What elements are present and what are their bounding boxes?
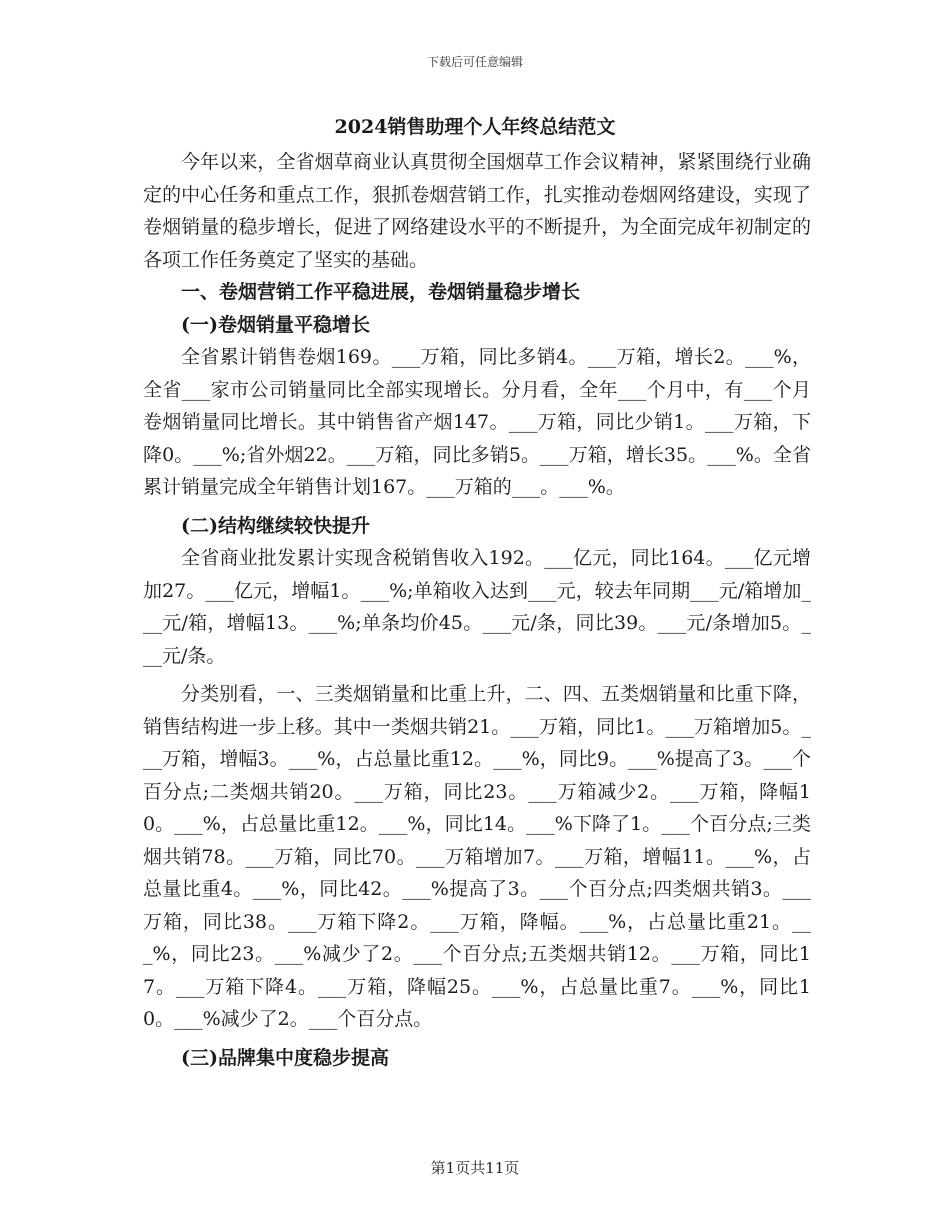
subsection-2-paragraph-1: 全省商业批发累计实现含税销售收入192。___亿元，同比164。___亿元增加27。___亿元，增幅1。___%;单箱收入达到___元，较去年同期___元/箱增加___元/箱，增幅13。___%;单条均价45。___元/条，同比39。___元/条增加5。___元/条。 [143, 547, 811, 667]
document-title: 2024销售助理个人年终总结范文 [334, 116, 616, 138]
header-note: 下载后可任意编辑 [426, 55, 523, 69]
subsection-1-heading: (一)卷烟销量平稳增长 [181, 313, 370, 336]
subsection-1-paragraph: 全省累计销售卷烟169。___万箱，同比多销4。___万箱，增长2。___%，全省___家市公司销量同比全部实现增长。分月看，全年___个月中，有___个月卷烟销量同比增长。其中销售省产烟147。___万箱，同比少销1。___万箱，下降0。___%;省外烟22。___万箱，同比多销5。___万箱，增长35。___%。全省累计销量完成全年销售计划167。___万箱的___。___%。 [143, 346, 811, 498]
document-body [143, 146, 811, 1074]
subsection-3-heading: (三)品牌集中度稳步提高 [181, 1046, 389, 1069]
section-1-heading: 一、卷烟营销工作平稳进展，卷烟销量稳步增长 [181, 281, 581, 303]
subsection-2-heading: (二)结构继续较快提升 [181, 514, 370, 537]
subsection-2-paragraph-2: 分类别看，一、三类烟销量和比重上升，二、四、五类烟销量和比重下降，销售结构进一步上移。其中一类烟共销21。___万箱，同比1。___万箱增加5。___万箱，增幅3。___%，占总量比重12。___%，同比9。___%提高了3。___个百分点;二类烟共销20。___万箱，同比23。___万箱减少2。___万箱，降幅10。___%，占总量比重12。___%，同比14。___%下降了1。___个百分点;三类烟共销78。___万箱，同比70。___万箱增加7。___万箱，增幅11。___%，占总量比重4。___%，同比42。___%提高了3。___个百分点;四类烟共销3。___万箱，同比38。___万箱下降2。___万箱，降幅。___%，占总量比重21。___%，同比23。___%减少了2。___个百分点;五类烟共销12。___万箱，同比17。___万箱下降4。___万箱，降幅25。___%，占总量比重7。___%，同比10。___%减少了2。___个百分点。 [143, 683, 811, 1030]
page-number: 第1页共11页 [430, 1159, 520, 1177]
intro-paragraph: 今年以来，全省烟草商业认真贯彻全国烟草工作会议精神，紧紧围绕行业确定的中心任务和重点工作，狠抓卷烟营销工作，扎实推动卷烟网络建设，实现了卷烟销量的稳步增长，促进了网络建设水平的不断提升，为全面完成年初制定的各项工作任务奠定了坚实的基础。 [143, 151, 811, 271]
